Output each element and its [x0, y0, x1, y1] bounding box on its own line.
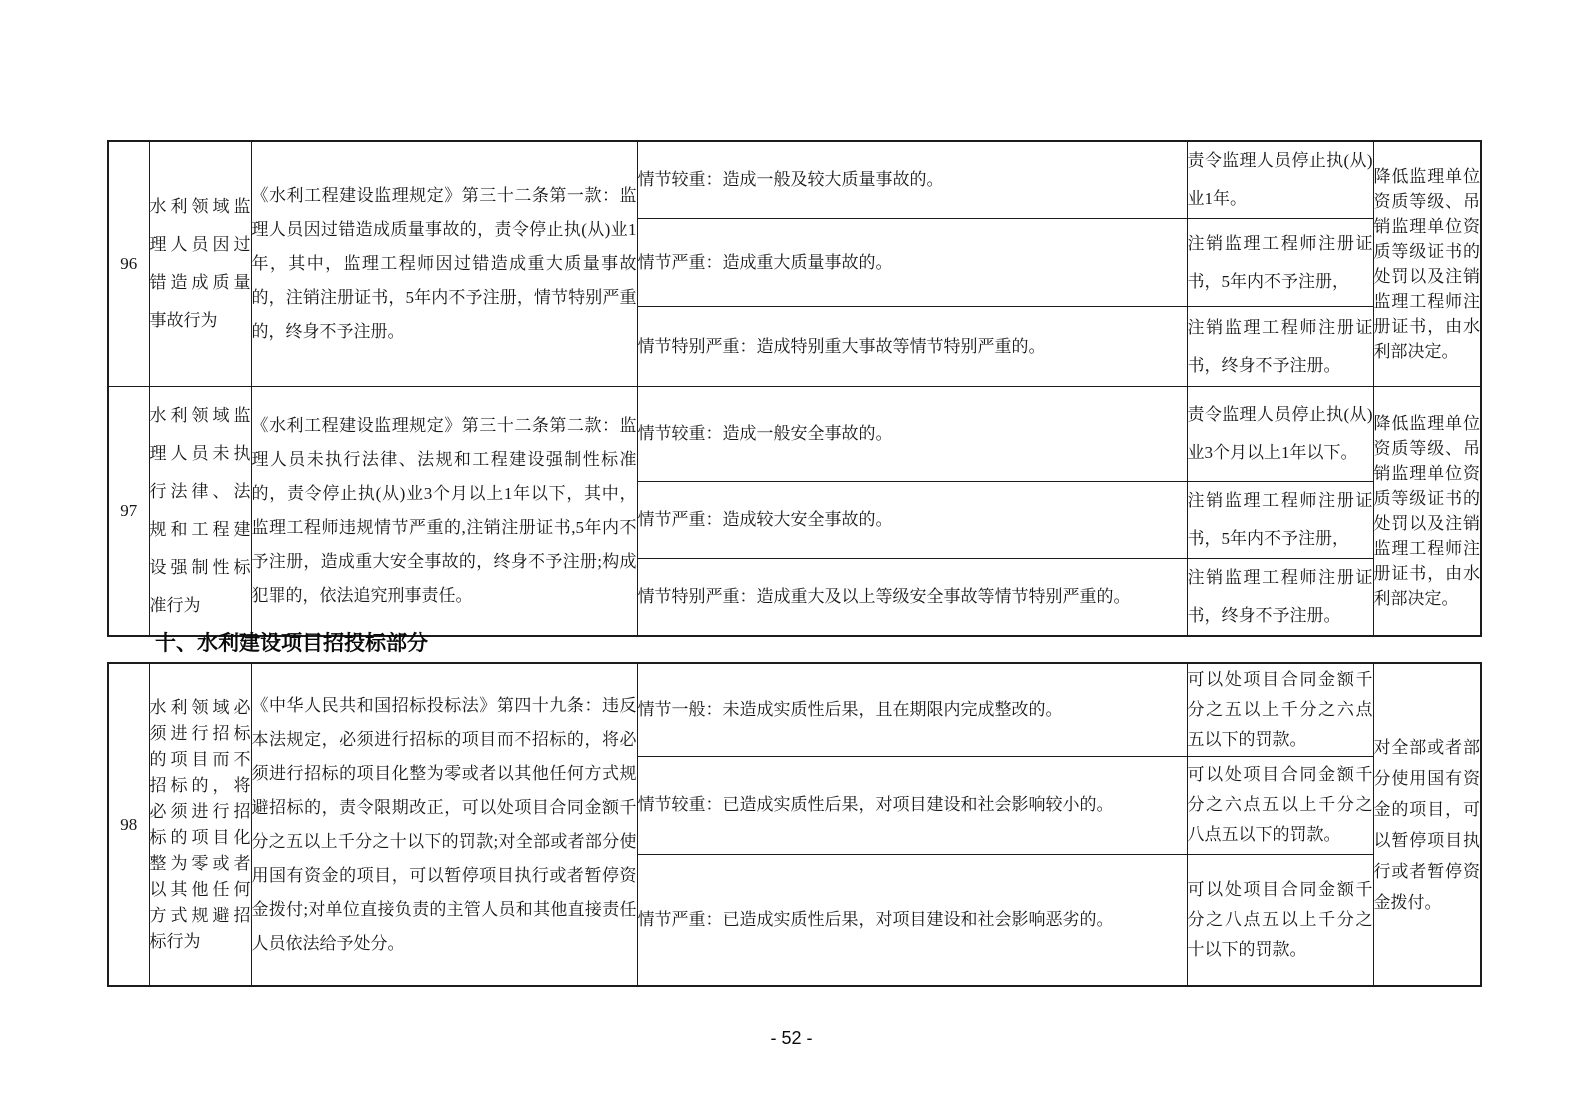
penalty-cell: 注销监理工程师注册证书，终身不予注册。: [1187, 307, 1373, 387]
row-number: 98: [108, 663, 149, 986]
severity-cell: 情节一般：未造成实质性后果，且在期限内完成整改的。: [637, 663, 1187, 756]
penalty-table-supervision: [107, 140, 1482, 637]
severity-cell: 情节特别严重：造成特别重大事故等情节特别严重的。: [637, 307, 1187, 387]
row-number: 97: [108, 387, 149, 637]
penalty-cell: 注销监理工程师注册证书，5年内不予注册，: [1187, 482, 1373, 559]
section-heading: 十、水利建设项目招投标部分: [155, 632, 428, 655]
severity-cell: 情节严重：造成较大安全事故的。: [637, 482, 1187, 559]
penalty-cell: 可以处项目合同金额千分之六点五以上千分之八点五以下的罚款。: [1187, 756, 1373, 854]
page-number: - 52 -: [770, 1028, 813, 1048]
legal-basis-cell: 《水利工程建设监理规定》第三十二条第二款：监理人员未执行法律、法规和工程建设强制性标准的，责令停止执(从)业3个月以上1年以下，其中，监理工程师违规情节严重的,注销注册证书,5年内不予注册，造成重大安全事故的，终身不予注册;构成犯罪的，依法追究刑事责任。: [251, 387, 637, 637]
severity-cell: 情节较重：造成一般安全事故的。: [637, 387, 1187, 482]
penalty-cell: 责令监理人员停止执(从)业3个月以上1年以下。: [1187, 387, 1373, 482]
decision-cell: 降低监理单位资质等级、吊销监理单位资质等级证书的处罚以及注销监理工程师注册证书，由水利部决定。: [1373, 141, 1481, 387]
severity-cell: 情节严重：已造成实质性后果，对项目建设和社会影响恶劣的。: [637, 854, 1187, 986]
behavior-cell: 水利领域监理人员因过错造成质量事故行为: [149, 141, 251, 387]
decision-cell: 降低监理单位资质等级、吊销监理单位资质等级证书的处罚以及注销监理工程师注册证书，由水利部决定。: [1373, 387, 1481, 637]
penalty-table-bidding: [107, 662, 1482, 987]
behavior-cell: 水利领域监理人员未执行法律、法规和工程建设强制性标准行为: [149, 387, 251, 637]
behavior-cell: 水利领域必须进行招标的项目而不招标的，将必须进行招标的项目化整为零或者以其他任何方式规避招标行为: [149, 663, 251, 986]
severity-cell: 情节严重：造成重大质量事故的。: [637, 219, 1187, 307]
severity-cell: 情节较重：造成一般及较大质量事故的。: [637, 141, 1187, 219]
penalty-cell: 责令监理人员停止执(从)业1年。: [1187, 141, 1373, 219]
row-number: 96: [108, 141, 149, 387]
severity-cell: 情节特别严重：造成重大及以上等级安全事故等情节特别严重的。: [637, 559, 1187, 637]
penalty-cell: 注销监理工程师注册证书，终身不予注册。: [1187, 559, 1373, 637]
legal-basis-cell: 《水利工程建设监理规定》第三十二条第一款：监理人员因过错造成质量事故的，责令停止执(从)业1年，其中，监理工程师因过错造成重大质量事故的，注销注册证书，5年内不予注册，情节特别严重的，终身不予注册。: [251, 141, 637, 387]
penalty-cell: 可以处项目合同金额千分之五以上千分之六点五以下的罚款。: [1187, 663, 1373, 756]
legal-basis-cell: 《中华人民共和国招标投标法》第四十九条：违反本法规定，必须进行招标的项目而不招标的，将必须进行招标的项目化整为零或者以其他任何方式规避招标的，责令限期改正，可以处项目合同金额千分之五以上千分之十以下的罚款;对全部或者部分使用国有资金的项目，可以暂停项目执行或者暂停资金拨付;对单位直接负责的主管人员和其他直接责任人员依法给予处分。: [251, 663, 637, 986]
penalty-cell: 可以处项目合同金额千分之八点五以上千分之十以下的罚款。: [1187, 854, 1373, 986]
decision-cell: 对全部或者部分使用国有资金的项目，可以暂停项目执行或者暂停资金拨付。: [1373, 663, 1481, 986]
penalty-cell: 注销监理工程师注册证书，5年内不予注册，: [1187, 219, 1373, 307]
severity-cell: 情节较重：已造成实质性后果，对项目建设和社会影响较小的。: [637, 756, 1187, 854]
